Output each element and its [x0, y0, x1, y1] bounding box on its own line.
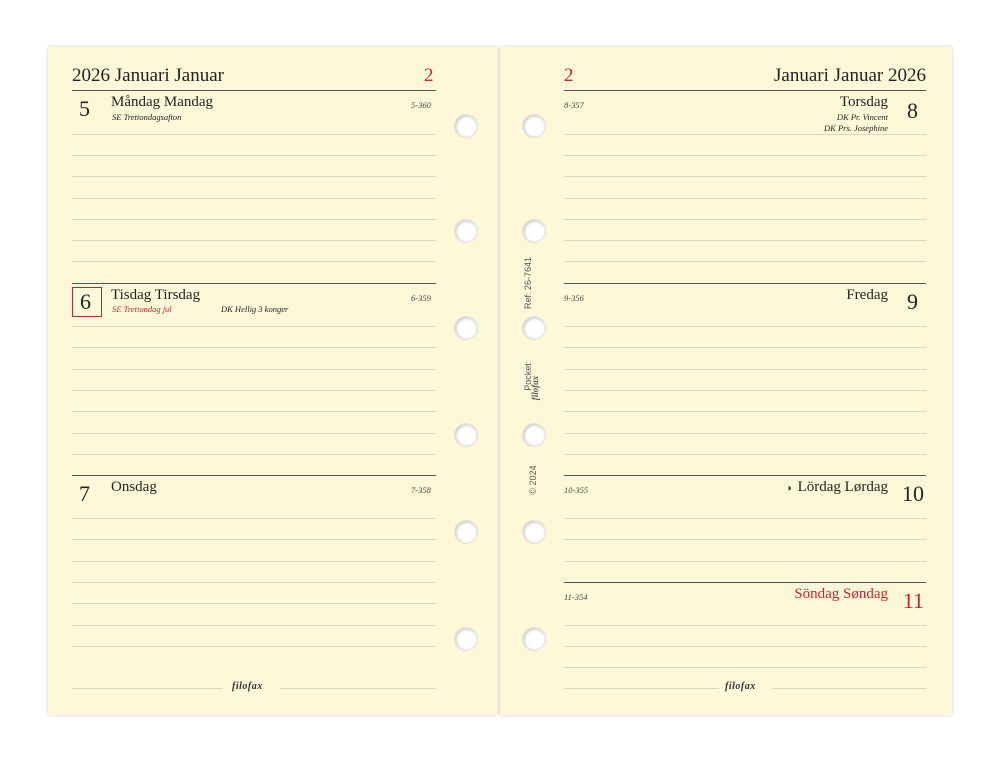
write-line[interactable] — [564, 240, 926, 241]
write-line[interactable] — [564, 134, 926, 135]
footer-line-left — [72, 688, 222, 689]
write-line[interactable] — [564, 539, 926, 540]
write-line[interactable] — [564, 219, 926, 220]
day-divider — [564, 582, 926, 583]
write-line[interactable] — [564, 326, 926, 327]
write-line[interactable] — [564, 411, 926, 412]
day-name-5: Måndag Mandag — [111, 94, 214, 110]
ring-hole — [522, 627, 546, 651]
right-page — [500, 47, 952, 715]
right-week-number: 2 — [564, 65, 574, 86]
day-divider — [72, 283, 436, 284]
footer-line-right — [772, 688, 926, 689]
day-note: SE Trettondagsafton — [112, 112, 182, 122]
footer-brand: filofax — [232, 681, 263, 692]
write-line[interactable] — [72, 326, 436, 327]
write-line[interactable] — [564, 369, 926, 370]
left-week-number: 2 — [424, 65, 434, 86]
ring-hole — [454, 114, 478, 138]
day-divider — [564, 283, 926, 284]
spine-ref: Ref: 26-7641 — [523, 256, 533, 310]
day-number-11: 11 — [902, 588, 924, 613]
ring-hole — [454, 423, 478, 447]
day-number-6: 6 — [80, 289, 91, 314]
write-line[interactable] — [564, 646, 926, 647]
header-rule — [564, 90, 926, 91]
write-line[interactable] — [72, 582, 436, 583]
day-note: DK Pr. Vincent — [836, 112, 888, 122]
write-line[interactable] — [564, 176, 926, 177]
day-code: 8-357 — [564, 100, 584, 110]
ring-hole — [454, 219, 478, 243]
write-line[interactable] — [72, 347, 436, 348]
write-line[interactable] — [72, 561, 436, 562]
day-number-8: 8 — [907, 98, 918, 123]
ring-hole — [522, 219, 546, 243]
write-line[interactable] — [564, 198, 926, 199]
ring-hole — [454, 316, 478, 340]
ring-hole — [522, 316, 546, 340]
write-line[interactable] — [72, 155, 436, 156]
write-line[interactable] — [72, 518, 436, 519]
ring-hole — [522, 114, 546, 138]
day-name-6: Tisdag Tirsdag — [111, 287, 201, 303]
day-code: 10-355 — [564, 485, 589, 495]
day-name-8: Torsdag — [839, 94, 888, 110]
write-line[interactable] — [564, 518, 926, 519]
write-line[interactable] — [72, 369, 436, 370]
footer-line-left — [564, 688, 719, 689]
day-code: 5-360 — [411, 100, 431, 110]
spine-pocket: Pocket — [523, 363, 533, 391]
write-line[interactable] — [72, 646, 436, 647]
header-rule — [72, 90, 436, 91]
day-divider — [564, 475, 926, 476]
day-number-5: 5 — [79, 96, 90, 121]
write-line[interactable] — [72, 390, 436, 391]
write-line[interactable] — [72, 454, 436, 455]
day-name-7: Onsdag — [111, 479, 157, 495]
write-line[interactable] — [564, 390, 926, 391]
spine-brand: filofax — [530, 375, 540, 401]
ring-hole — [522, 423, 546, 447]
write-line[interactable] — [564, 625, 926, 626]
write-line[interactable] — [72, 411, 436, 412]
write-line[interactable] — [72, 198, 436, 199]
day-note: DK Prs. Josephine — [824, 123, 888, 133]
day-number-9: 9 — [907, 289, 918, 314]
day-name-11: Söndag Søndag — [794, 586, 888, 602]
day-number-7: 7 — [79, 481, 90, 506]
day-note: SE Trettondag jul — [112, 304, 172, 314]
day-code: 7-358 — [411, 485, 431, 495]
ring-hole — [454, 627, 478, 651]
write-line[interactable] — [72, 433, 436, 434]
day-name-9: Fredag — [846, 287, 888, 303]
footer-brand: filofax — [725, 681, 756, 692]
write-line[interactable] — [564, 433, 926, 434]
write-line[interactable] — [564, 454, 926, 455]
write-line[interactable] — [72, 603, 436, 604]
write-line[interactable] — [564, 561, 926, 562]
write-line[interactable] — [72, 219, 436, 220]
footer-line-right — [280, 688, 436, 689]
write-line[interactable] — [564, 347, 926, 348]
ring-hole — [454, 520, 478, 544]
day-code: 9-356 — [564, 293, 584, 303]
day-code: 11-354 — [564, 592, 588, 602]
day-divider — [72, 475, 436, 476]
ring-hole — [522, 520, 546, 544]
write-line[interactable] — [72, 134, 436, 135]
day-number-10: 10 — [902, 481, 924, 506]
write-line[interactable] — [72, 625, 436, 626]
write-line[interactable] — [72, 261, 436, 262]
write-line[interactable] — [72, 539, 436, 540]
left-header-title: 2026 Januari Januar — [72, 65, 224, 86]
write-line[interactable] — [564, 261, 926, 262]
half-moon-icon: ◑ — [785, 483, 792, 494]
day-note: DK Hellig 3 konger — [221, 304, 289, 314]
write-line[interactable] — [72, 240, 436, 241]
day-name-10: Lördag Lørdag — [797, 479, 888, 495]
day-code: 6-359 — [411, 293, 431, 303]
spine-copyright: © 2024 — [528, 465, 538, 495]
right-header-title: Januari Januar 2026 — [774, 65, 926, 86]
day-name-10-wrap — [786, 479, 888, 496]
write-line[interactable] — [564, 667, 926, 668]
write-line[interactable] — [564, 155, 926, 156]
left-page — [48, 47, 498, 715]
write-line[interactable] — [72, 176, 436, 177]
